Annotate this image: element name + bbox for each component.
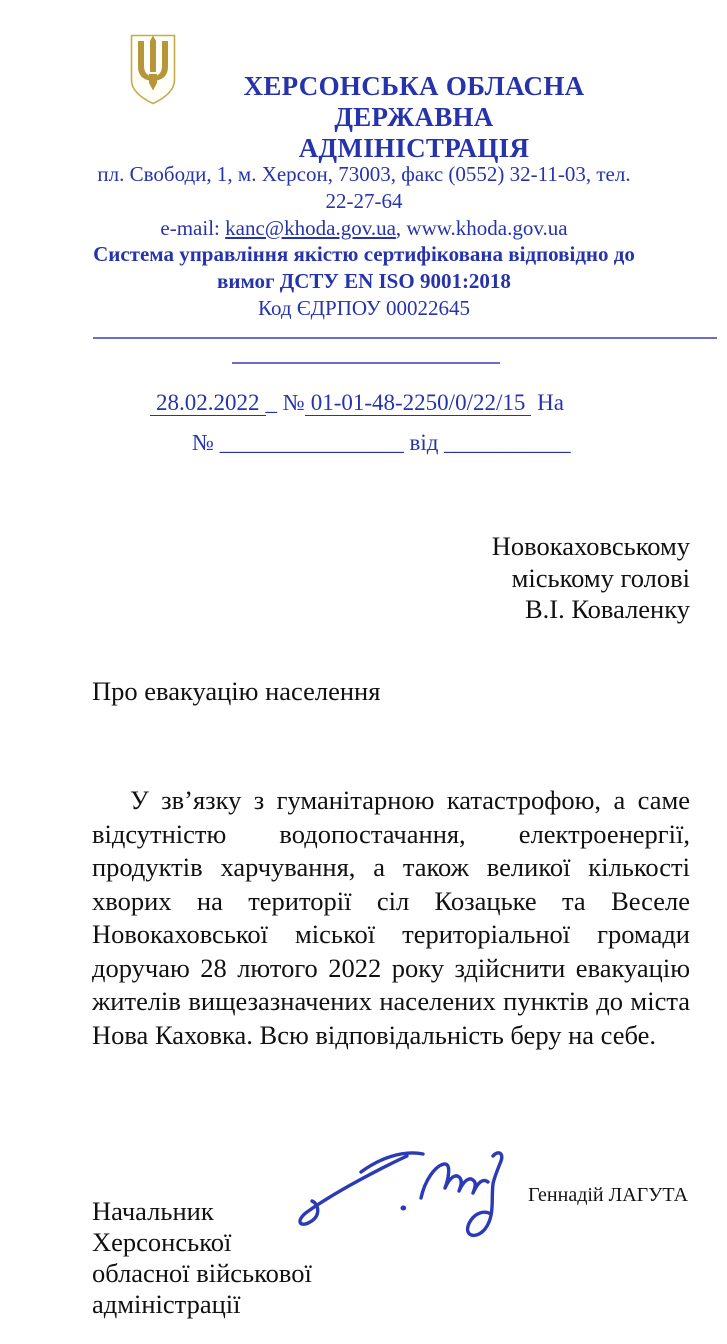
- body-line: доручаю 28 лютого 2022 року здійснити евакуацію: [92, 952, 690, 983]
- signatory-position-line: Начальник: [92, 1196, 214, 1226]
- recipient-block: [340, 531, 690, 626]
- body-line: продуктів харчування, а також великої кількості: [92, 852, 690, 882]
- body-line: Нова Каховка. Всю відповідальність беру на себе.: [92, 1019, 657, 1050]
- signatory-position-line: обласної військової: [92, 1258, 312, 1288]
- handwritten-signature: [283, 1128, 533, 1246]
- document-date: 28.02.2022: [150, 391, 266, 416]
- letterhead-contact-block: [79, 161, 649, 322]
- blank-date-field: ___________: [444, 430, 571, 455]
- document-number: 01-01-48-2250/0/22/15: [305, 391, 532, 416]
- postal-address-line1: пл. Свободи, 1, м. Херсон, 73003, факс (0552) 32-11-03, тел.: [97, 162, 631, 186]
- divider-line-short: [232, 362, 500, 364]
- recipient-line: Новокаховському: [491, 531, 690, 561]
- no-symbol: №: [282, 390, 305, 415]
- no-symbol-reply: №: [192, 430, 214, 455]
- reference-date-number-line: [150, 390, 564, 416]
- body-line: жителів вищезазначених населених пунктів до міста: [92, 986, 690, 1016]
- body-line: Новокаховської міської територіальної громади: [92, 919, 690, 949]
- email-website-line: [79, 215, 649, 242]
- divider-line-long: [93, 337, 717, 339]
- body-line: хворих на території сіл Козацьке та Веселе: [92, 885, 690, 916]
- website-text: , www.khoda.gov.ua: [395, 215, 568, 240]
- recipient-line: міському голові: [511, 562, 690, 593]
- postal-address-line2: 22-27-64: [325, 188, 403, 213]
- org-name-line1: ХЕРСОНСЬКА ОБЛАСНА ДЕРЖАВНА: [243, 71, 585, 132]
- subject-line: Про евакуацію населення: [92, 676, 381, 706]
- organization-name: [168, 71, 660, 164]
- body-line: відсутністю водопостачання, електроенергії,: [92, 818, 690, 849]
- certification-line1: Система управління якістю сертифікована відповідно до: [93, 242, 635, 267]
- edrpou-code: Код ЄДРПОУ 00022645: [258, 295, 470, 320]
- blank-number-field: ________________: [219, 430, 404, 455]
- body-paragraph: [92, 784, 690, 1052]
- signatory-name: Геннадій ЛАГУТА: [528, 1184, 689, 1206]
- vid-label: від: [409, 430, 439, 455]
- certification-line2: вимог ДСТУ EN ISO 9001:2018: [217, 269, 511, 294]
- signatory-position-line: Херсонської: [92, 1227, 232, 1257]
- reference-reply-line: [192, 430, 571, 456]
- underscore-gap: _: [265, 390, 277, 415]
- email-label: e-mail:: [160, 215, 226, 240]
- recipient-line: В.І. Коваленку: [524, 594, 690, 624]
- email-link[interactable]: kanc@khoda.gov.ua: [225, 215, 396, 240]
- na-label: На: [537, 390, 564, 415]
- org-name-line2: АДМІНІСТРАЦІЯ: [298, 133, 530, 163]
- signatory-position: [92, 1196, 312, 1320]
- signatory-position-line: адміністрації: [92, 1289, 241, 1319]
- body-line: У зв’язку з гуманітарною катастрофою, а саме: [130, 785, 690, 815]
